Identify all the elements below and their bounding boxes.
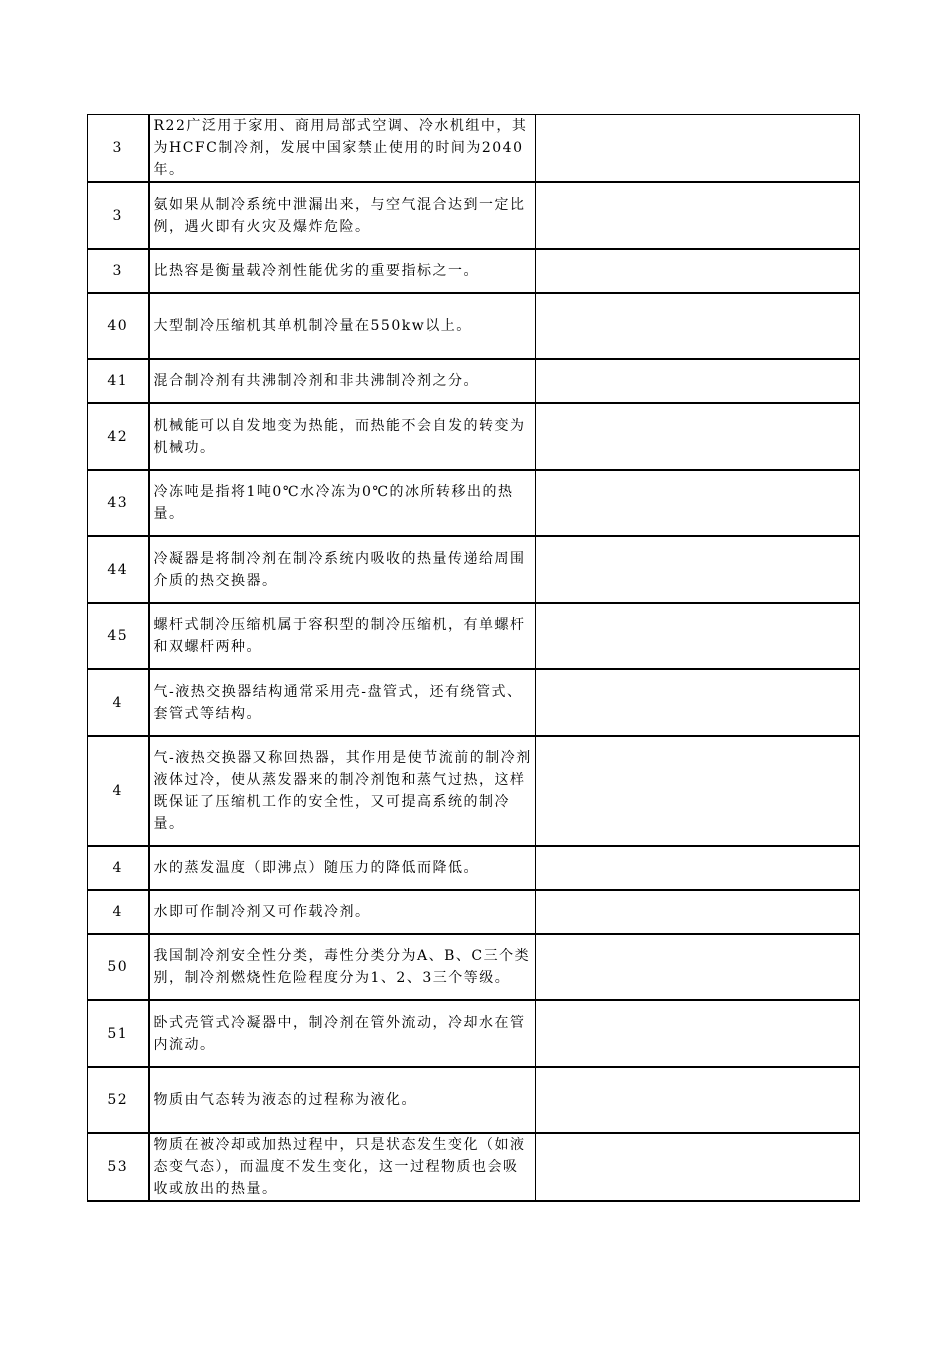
answer-cell[interactable] (536, 536, 860, 603)
question-text: 比热容是衡量载冷剂性能优劣的重要指标之一。 (149, 249, 536, 293)
answer-cell[interactable] (536, 603, 860, 669)
row-number: 40 (88, 293, 149, 359)
question-text: 螺杆式制冷压缩机属于容积型的制冷压缩机，有单螺杆和双螺杆两种。 (149, 603, 536, 669)
answer-cell[interactable] (536, 470, 860, 536)
table-row (88, 603, 860, 669)
question-text: 物质由气态转为液态的过程称为液化。 (149, 1067, 536, 1133)
table-row (88, 470, 860, 536)
question-text: 卧式壳管式冷凝器中，制冷剂在管外流动，冷却水在管内流动。 (149, 1000, 536, 1067)
table-row (88, 182, 860, 249)
answer-cell[interactable] (536, 293, 860, 359)
row-number: 4 (88, 846, 149, 890)
table-row (88, 1133, 860, 1201)
row-number: 3 (88, 115, 149, 183)
answer-cell[interactable] (536, 846, 860, 890)
table-row (88, 1067, 860, 1133)
table-row (88, 249, 860, 293)
row-number: 4 (88, 669, 149, 736)
table-row (88, 1000, 860, 1067)
table-row (88, 890, 860, 934)
answer-cell[interactable] (536, 1067, 860, 1133)
answer-cell[interactable] (536, 115, 860, 183)
answer-cell[interactable] (536, 249, 860, 293)
row-number: 3 (88, 249, 149, 293)
row-number: 51 (88, 1000, 149, 1067)
answer-cell[interactable] (536, 890, 860, 934)
answer-cell[interactable] (536, 736, 860, 846)
question-table (87, 114, 860, 1202)
row-number: 44 (88, 536, 149, 603)
answer-cell[interactable] (536, 934, 860, 1000)
row-number: 42 (88, 403, 149, 470)
answer-cell[interactable] (536, 669, 860, 736)
question-text: 大型制冷压缩机其单机制冷量在550kw以上。 (149, 293, 536, 359)
question-text: 水即可作制冷剂又可作载冷剂。 (149, 890, 536, 934)
answer-cell[interactable] (536, 359, 860, 403)
question-text: 水的蒸发温度（即沸点）随压力的降低而降低。 (149, 846, 536, 890)
question-text: 物质在被冷却或加热过程中，只是状态发生变化（如液态变气态），而温度不发生变化，这一过程物质也会吸收或放出的热量。 (149, 1133, 536, 1201)
row-number: 3 (88, 182, 149, 249)
table-row (88, 846, 860, 890)
row-number: 41 (88, 359, 149, 403)
table-row (88, 934, 860, 1000)
question-text: R22广泛用于家用、商用局部式空调、冷水机组中，其为HCFC制冷剂，发展中国家禁止使用的时间为2040年。 (149, 115, 536, 183)
table-row (88, 669, 860, 736)
row-number: 4 (88, 736, 149, 846)
question-text: 气-液热交换器结构通常采用壳-盘管式，还有绕管式、套管式等结构。 (149, 669, 536, 736)
answer-cell[interactable] (536, 1000, 860, 1067)
table-row (88, 536, 860, 603)
answer-cell[interactable] (536, 182, 860, 249)
table-row (88, 403, 860, 470)
row-number: 52 (88, 1067, 149, 1133)
question-text: 气-液热交换器又称回热器，其作用是使节流前的制冷剂液体过冷，使从蒸发器来的制冷剂饱和蒸气过热，这样既保证了压缩机工作的安全性，又可提高系统的制冷量。 (149, 736, 536, 846)
row-number: 43 (88, 470, 149, 536)
question-text: 冷凝器是将制冷剂在制冷系统内吸收的热量传递给周围介质的热交换器。 (149, 536, 536, 603)
table-row (88, 293, 860, 359)
row-number: 4 (88, 890, 149, 934)
table-row (88, 359, 860, 403)
row-number: 53 (88, 1133, 149, 1201)
question-text: 我国制冷剂安全性分类，毒性分类分为A、B、C三个类别，制冷剂燃烧性危险程度分为1、2、3三个等级。 (149, 934, 536, 1000)
row-number: 45 (88, 603, 149, 669)
table-row (88, 736, 860, 846)
answer-cell[interactable] (536, 1133, 860, 1201)
question-text: 氨如果从制冷系统中泄漏出来，与空气混合达到一定比例，遇火即有火灾及爆炸危险。 (149, 182, 536, 249)
question-text: 冷冻吨是指将1吨0℃水冷冻为0℃的冰所转移出的热量。 (149, 470, 536, 536)
question-text: 混合制冷剂有共沸制冷剂和非共沸制冷剂之分。 (149, 359, 536, 403)
row-number: 50 (88, 934, 149, 1000)
question-text: 机械能可以自发地变为热能，而热能不会自发的转变为机械功。 (149, 403, 536, 470)
table-row (88, 115, 860, 183)
answer-cell[interactable] (536, 403, 860, 470)
